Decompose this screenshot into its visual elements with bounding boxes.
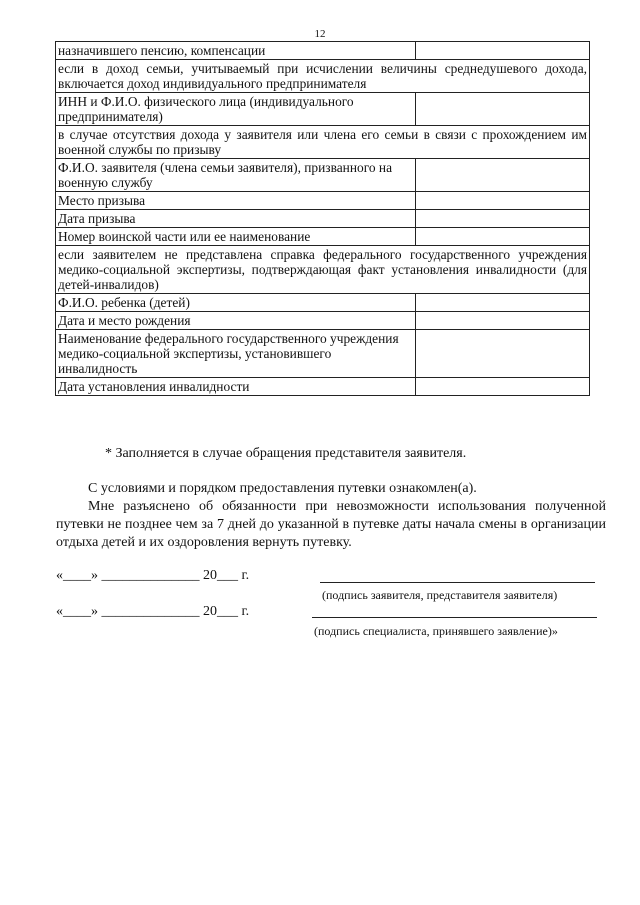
- table-row: [56, 42, 590, 60]
- table-row: [56, 159, 590, 192]
- signature-label-specialist: (подпись специалиста, принявшего заявление)»: [314, 624, 558, 638]
- section-condition-cell: если в доход семьи, учитываемый при исчислении величины среднедушевого дохода, включается доход индивидуального предпринимателя: [56, 60, 590, 93]
- signature-line-applicant: [320, 582, 595, 583]
- field-value-cell[interactable]: [416, 294, 590, 312]
- table-row: [56, 330, 590, 378]
- field-label-cell: Дата призыва: [56, 210, 416, 228]
- signature-line-specialist: [312, 617, 597, 618]
- field-label-cell: Ф.И.О. ребенка (детей): [56, 294, 416, 312]
- field-value-cell[interactable]: [416, 159, 590, 192]
- page-number: 12: [314, 28, 326, 40]
- table-row: [56, 210, 590, 228]
- field-label-cell: ИНН и Ф.И.О. физического лица (индивидуального предпринимателя): [56, 93, 416, 126]
- form-table: [55, 41, 590, 396]
- field-value-cell[interactable]: [416, 312, 590, 330]
- date-line-specialist: «____» ______________ 20___ г.: [56, 604, 250, 619]
- field-label-cell: назначившего пенсию, компенсации: [56, 42, 416, 60]
- field-value-cell[interactable]: [416, 330, 590, 378]
- field-value-cell[interactable]: [416, 192, 590, 210]
- signature-label-applicant: (подпись заявителя, представителя заявителя): [322, 588, 558, 602]
- section-condition-cell: если заявителем не представлена справка федерального государственного учреждения медико-социальной экспертизы, подтверждающая факт установления инвалидности (для детей-инвалидов): [56, 246, 590, 294]
- acknowledgement-paragraph: С условиями и порядком предоставления путевки ознакомлен(а).: [88, 481, 477, 496]
- table-row: [56, 126, 590, 159]
- field-label-cell: Ф.И.О. заявителя (члена семьи заявителя), призванного на военную службу: [56, 159, 416, 192]
- field-label-cell: Номер воинской части или ее наименование: [56, 228, 416, 246]
- field-label-cell: Место призыва: [56, 192, 416, 210]
- table-row: [56, 294, 590, 312]
- field-label-cell: Наименование федерального государственного учреждения медико-социальной экспертизы, установившего инвалидность: [56, 330, 416, 378]
- table-row: [56, 378, 590, 396]
- date-line-applicant: «____» ______________ 20___ г.: [56, 568, 250, 583]
- table-row: [56, 312, 590, 330]
- table-row: [56, 228, 590, 246]
- table-row: [56, 192, 590, 210]
- table-row: [56, 93, 590, 126]
- field-label-cell: Дата и место рождения: [56, 312, 416, 330]
- field-value-cell[interactable]: [416, 378, 590, 396]
- footnote: * Заполняется в случае обращения представителя заявителя.: [105, 446, 467, 461]
- field-value-cell[interactable]: [416, 228, 590, 246]
- field-value-cell[interactable]: [416, 210, 590, 228]
- section-condition-cell: в случае отсутствия дохода у заявителя или члена его семьи в связи с прохождением им военной службы по призыву: [56, 126, 590, 159]
- table-row: [56, 246, 590, 294]
- field-value-cell[interactable]: [416, 93, 590, 126]
- field-value-cell[interactable]: [416, 42, 590, 60]
- field-label-cell: Дата установления инвалидности: [56, 378, 416, 396]
- table-row: [56, 60, 590, 93]
- obligation-paragraph: Мне разъяснено об обязанности при невозможности использования полученной путевки не позднее чем за 7 дней до указанной в путевке даты начала смены в организации отдыха детей и их оздоровления вернуть путевку.: [56, 499, 606, 550]
